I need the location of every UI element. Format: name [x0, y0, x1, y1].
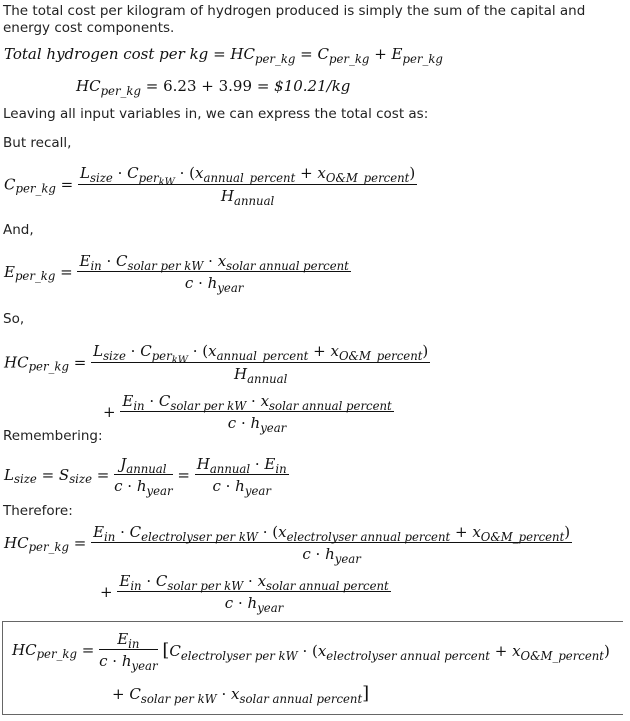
- var-c: C: [129, 685, 141, 703]
- var-c: c: [114, 477, 123, 495]
- sub: electrolyser per kW: [141, 530, 258, 545]
- var-hc: HC: [4, 534, 29, 552]
- sub: annual: [247, 372, 288, 387]
- sub: size: [89, 171, 113, 186]
- var-e: E: [117, 630, 129, 648]
- sub: per_kg: [15, 181, 56, 196]
- var-c: C: [127, 164, 139, 182]
- var-c: C: [129, 523, 142, 541]
- var-x: x: [260, 392, 270, 410]
- numerator: $E_{in} \cdot C_{solar per kW} \cdot x_{solar annual percent}$: [122, 392, 392, 414]
- sub: electrolyser per kW: [180, 648, 298, 663]
- var-x: x: [317, 641, 327, 660]
- sub: per_kg: [329, 52, 370, 67]
- capital-fraction: [78, 164, 417, 209]
- sub: per_kg: [28, 540, 69, 555]
- numerator: $E_{in} \cdot C_{solar per kW} \cdot x_{solar annual percent}$: [119, 572, 389, 594]
- var-hc: HC: [230, 45, 255, 63]
- var-x: x: [472, 523, 481, 541]
- intro-paragraph: The total cost per kilogram of hydrogen produced is simply the sum of the capital and energy cost components.: [3, 3, 586, 36]
- sub: year: [334, 552, 361, 567]
- var-c: C: [4, 175, 16, 194]
- var-x: x: [257, 572, 267, 590]
- denominator: $c \cdot h_{year}$: [99, 652, 158, 674]
- sub: O&M_percent: [338, 349, 423, 364]
- and-text: And,: [3, 222, 34, 238]
- var-c: c: [99, 652, 108, 670]
- sub: in: [104, 530, 116, 545]
- var-l: L: [4, 466, 14, 484]
- var-h: H: [196, 455, 210, 473]
- sub: O&M_percent: [480, 530, 565, 545]
- sub: solar annual percent: [226, 259, 349, 274]
- so-text: So,: [3, 311, 25, 327]
- numerator: [99, 630, 157, 650]
- var-x: x: [217, 252, 227, 270]
- equation-capital-cost: $C_{per\_kg}$ = $L_{size} \cdot C_{per_{kW}} \cdot (x_{annual\_percent} + x_{O\&M\_percent})$ $H_{annual}$: [4, 164, 416, 209]
- var-h: h: [250, 414, 261, 432]
- sub: year: [146, 484, 173, 499]
- var-c: c: [224, 594, 234, 612]
- sub: solar annual percent: [266, 579, 389, 594]
- denominator: $c \cdot h_{year}$: [227, 414, 287, 436]
- equation-size: $L_{size} = S_{size}$ = $\frac{J_{annual}}{c \cdot h_{year}}$ = $\frac{H_{annual} \cdot E_{in}}{c \cdot h_{year}}$: [4, 455, 287, 499]
- equation-expanded-solar-term: + $E_{in} \cdot C_{solar per kW} \cdot x_{solar annual percent}$ $c \cdot h_{year}$: [100, 572, 389, 616]
- eq-lhs-text: Total hydrogen cost per kg: [4, 45, 209, 63]
- sub: solar per kW: [127, 259, 204, 274]
- var-c: c: [227, 414, 237, 432]
- numerator: $H_{annual} \cdot E_{in}$: [196, 455, 287, 477]
- var-l: L: [93, 342, 104, 360]
- sub: solar annual percent: [269, 399, 392, 414]
- numerator: $E_{in} \cdot C_{solar per kW} \cdot x_{solar annual percent}$: [79, 252, 349, 274]
- var-j: J: [120, 455, 127, 473]
- sub: solar per kW: [170, 399, 247, 414]
- denominator: [91, 363, 430, 387]
- energy-fraction: [120, 392, 393, 436]
- size-fraction-h: [195, 455, 289, 499]
- sub: annual_percent: [203, 171, 296, 186]
- var-h: h: [235, 477, 245, 495]
- sub: year: [260, 421, 287, 436]
- sub: electrolyser annual percent: [286, 530, 451, 545]
- equation-final: $HC_{per\_kg}$ = $\frac{E_{in}}{c \cdot h_{year}}$ [$C_{electrolyser per kW} \cdot (x_{electrolyser annual percent} + x_{O\&M\_percent})$: [12, 630, 610, 674]
- var-e: E: [122, 392, 134, 410]
- capital-fraction: [91, 342, 430, 387]
- denominator: [78, 185, 417, 209]
- sub: size: [69, 472, 92, 487]
- var-c: C: [158, 392, 171, 410]
- var-c: c: [212, 477, 221, 495]
- sub: in: [130, 579, 142, 594]
- var-h: H: [220, 187, 235, 206]
- var-c: C: [116, 252, 128, 270]
- var-x: x: [278, 523, 287, 541]
- solar-fraction: [117, 572, 390, 616]
- sub: per_kg: [402, 52, 443, 67]
- sub: in: [90, 259, 102, 274]
- var-e: E: [264, 455, 276, 473]
- sub: annual: [234, 194, 275, 209]
- var-x: x: [208, 342, 217, 360]
- sub: in: [133, 399, 145, 414]
- var-h: h: [247, 594, 258, 612]
- bracket-term-1: [$C_{electrolyser per kW} \cdot (x_{electrolyser annual percent} + x_{O\&M\_percent})$: [162, 639, 610, 663]
- sub: solar annual percent: [239, 692, 363, 707]
- var-h: h: [325, 545, 335, 563]
- equation-combined: $HC_{per\_kg}$ = $L_{size} \cdot C_{per_{kW}} \cdot (x_{annual\_percent} + x_{O\&M\_percent})$ $H_{annual}$: [4, 342, 429, 387]
- sub: year: [131, 659, 158, 674]
- subsub: kW: [171, 355, 188, 367]
- var-h: H: [234, 365, 248, 384]
- var-x: x: [512, 641, 521, 660]
- var-h: h: [121, 652, 132, 670]
- sub: size: [13, 472, 37, 487]
- sub: annual_percent: [216, 349, 309, 364]
- subsub: kW: [158, 177, 175, 189]
- var-e: E: [391, 45, 403, 63]
- numerator: $L_{size} \cdot C_{per_{kW}} \cdot (x_{annual\_percent} + x_{O\&M\_percent})$: [93, 342, 429, 367]
- sub: per_kg: [36, 647, 77, 662]
- var-x: x: [317, 164, 326, 182]
- sub: O&M_percent: [520, 648, 604, 663]
- capital-value: 6.23: [163, 77, 197, 95]
- var-c: c: [184, 274, 194, 292]
- denominator: $c \cdot h_{year}$: [302, 545, 361, 567]
- numerator: $L_{size} \cdot C_{per_{kW}} \cdot (x_{annual\_percent} + x_{O\&M\_percent})$: [80, 164, 416, 189]
- denominator: $c \cdot h_{year}$: [224, 594, 284, 616]
- var-c: c: [302, 545, 311, 563]
- prefactor-fraction: [99, 630, 158, 674]
- therefore-text: Therefore:: [3, 503, 73, 519]
- denominator: $c \cdot h_{year}$: [114, 477, 173, 499]
- var-e: E: [79, 252, 91, 270]
- var-c: C: [140, 342, 152, 360]
- sub: per_kg: [254, 52, 296, 67]
- sub: size: [103, 349, 126, 364]
- numerator: $E_{in} \cdot C_{electrolyser per kW} \cdot (x_{electrolyser annual percent} + x_{O\&M\_percent})$: [93, 523, 571, 545]
- var-h: h: [136, 477, 147, 495]
- var-x: x: [330, 342, 339, 360]
- but-recall-text: But recall,: [3, 135, 72, 151]
- var-c: C: [317, 45, 329, 63]
- var-l: L: [80, 164, 90, 182]
- equation-energy-cost: $E_{per\_kg}$ = $E_{in} \cdot C_{solar per kW} \cdot x_{solar annual percent}$ $c \cdot h_{year}$: [4, 252, 349, 296]
- sub: electrolyser annual percent: [326, 648, 490, 663]
- sub: per: [151, 349, 172, 364]
- sub: annual: [126, 462, 167, 477]
- var-x: x: [195, 164, 204, 182]
- leaving-paragraph: Leaving all input variables in, we can express the total cost as:: [3, 106, 429, 122]
- sub: annual: [209, 462, 251, 477]
- var-e: E: [4, 263, 15, 281]
- var-e: E: [93, 523, 105, 541]
- sub: solar per kW: [140, 692, 217, 707]
- sub: O&M_percent: [325, 171, 410, 186]
- var-s: S: [58, 466, 70, 484]
- var-hc: HC: [4, 353, 29, 372]
- size-fraction-j: [114, 455, 173, 499]
- sub: per_kg: [14, 269, 56, 284]
- var-x: x: [231, 685, 240, 703]
- var-c: C: [155, 572, 168, 590]
- sub: per_kg: [28, 359, 69, 374]
- equation-expanded: $HC_{per\_kg}$ = $E_{in} \cdot C_{electrolyser per kW} \cdot (x_{electrolyser annual percent} + x_{O\&M\_percent})$ $c \cdot h_{year}$: [4, 523, 571, 567]
- electrolyser-fraction: [91, 523, 572, 567]
- var-c: C: [169, 641, 181, 660]
- var-hc: HC: [76, 77, 101, 95]
- result-value: $10.21/kg: [274, 77, 351, 95]
- var-hc: HC: [12, 641, 37, 659]
- sub: in: [275, 462, 287, 477]
- equation-final-solar-term: + $C_{solar per kW} \cdot x_{solar annual percent}$]: [112, 683, 370, 707]
- sub: per: [138, 171, 159, 186]
- sub: year: [217, 281, 244, 296]
- sub: per_kg: [100, 84, 141, 99]
- sub: in: [128, 637, 140, 652]
- sub: year: [244, 484, 271, 499]
- remembering-text: Remembering:: [3, 428, 103, 444]
- equation-numeric: $HC_{per\_kg} = 6.23 + 3.99$ = $10.21/kg: [76, 77, 351, 99]
- equation-combined-energy-term: + $E_{in} \cdot C_{solar per kW} \cdot x_{solar annual percent}$ $c \cdot h_{year}$: [103, 392, 392, 436]
- equation-total-cost: Total hydrogen cost per kg = $HC_{per\_kg} = C_{per\_kg} + E_{per\_kg}$: [4, 45, 443, 67]
- energy-fraction: [77, 252, 350, 296]
- sub: year: [257, 601, 284, 616]
- denominator: $c \cdot h_{year}$: [212, 477, 271, 499]
- var-e: E: [119, 572, 131, 590]
- energy-value: 3.99: [218, 77, 253, 95]
- denominator: $c \cdot h_{year}$: [184, 274, 244, 296]
- var-h: h: [207, 274, 218, 292]
- numerator: [114, 455, 172, 475]
- sub: solar per kW: [167, 579, 244, 594]
